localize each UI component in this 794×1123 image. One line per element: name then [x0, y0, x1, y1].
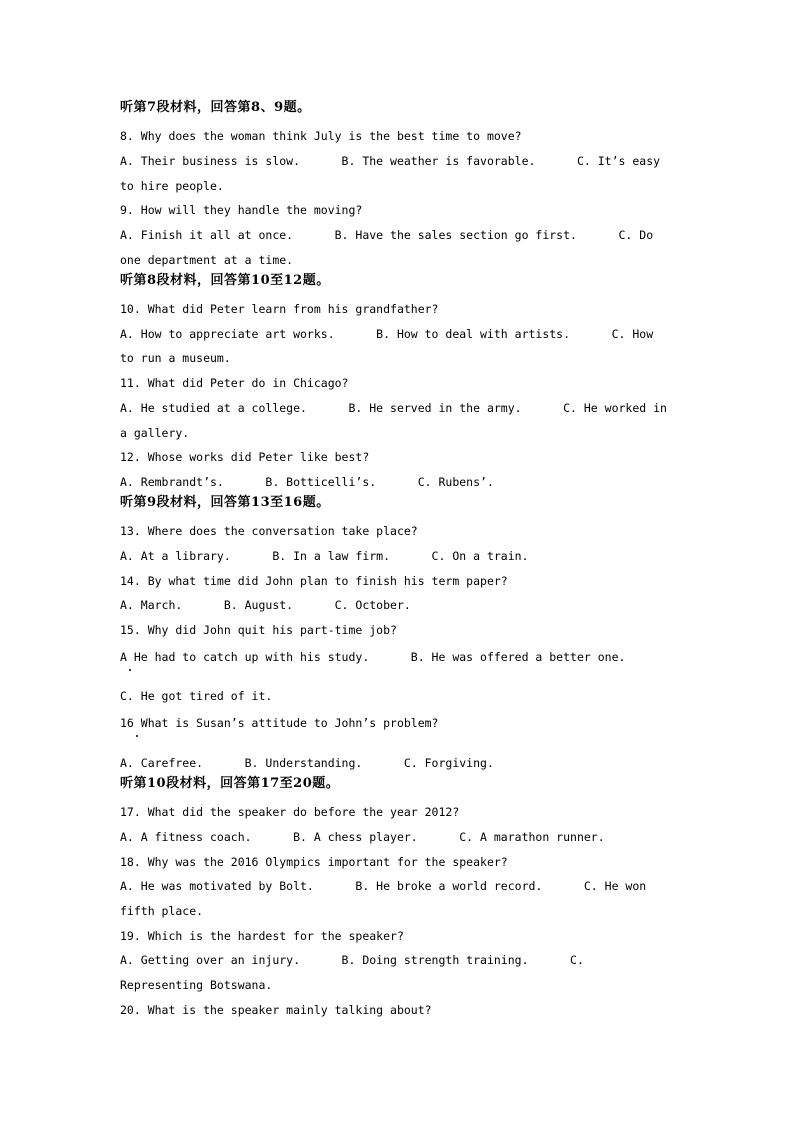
question-15: 15. Why did John quit his part-time job?: [120, 623, 397, 637]
question-18: 18. Why was the 2016 Olympics important for the speaker?: [120, 855, 508, 869]
question-13: 13. Where does the conversation take place?: [120, 524, 418, 538]
section-heading: 听第10段材料，回答第17至20题。: [120, 776, 340, 791]
question-19-options: A. Getting over an injury. B. Doing strength training. C.: [120, 953, 584, 967]
question-16: 16 What is Susan’s attitude to John’s problem?: [120, 716, 439, 730]
question-11-options: A. He studied at a college. B. He served in the army. C. He worked in: [120, 401, 667, 415]
question-8-options-cont: to hire people.: [120, 179, 224, 193]
question-12-options: A. Rembrandt’s. B. Botticelli’s. C. Rubens’.: [120, 475, 494, 489]
question-19: 19. Which is the hardest for the speaker?: [120, 929, 404, 943]
question-11: 11. What did Peter do in Chicago?: [120, 376, 349, 390]
question-20: 20. What is the speaker mainly talking about?: [120, 1003, 432, 1017]
question-17: 17. What did the speaker do before the year 2012?: [120, 805, 460, 819]
question-11-options-cont: a gallery.: [120, 426, 190, 440]
question-16-options: A. Carefree. B. Understanding. C. Forgiving.: [120, 756, 494, 770]
question-13-options: A. At a library. B. In a law firm. C. On a train.: [120, 549, 529, 563]
question-10: 10. What did Peter learn from his grandfather?: [120, 302, 439, 316]
stray-dot: [136, 735, 138, 737]
question-14-options: A. March. B. August. C. October.: [120, 598, 411, 612]
question-8-options: A. Their business is slow. B. The weather is favorable. C. It’s easy: [120, 154, 661, 168]
question-15-options-cont: C. He got tired of it.: [120, 689, 273, 703]
question-17-options: A. A fitness coach. B. A chess player. C. A marathon runner.: [120, 830, 605, 844]
question-18-options-cont: fifth place.: [120, 904, 204, 918]
question-9: 9. How will they handle the moving?: [120, 203, 363, 217]
question-14: 14. By what time did John plan to finish his term paper?: [120, 574, 508, 588]
section-heading: 听第8段材料，回答第10至12题。: [120, 273, 330, 288]
question-9-options: A. Finish it all at once. B. Have the sales section go first. C. Do: [120, 228, 654, 242]
section-heading: 听第7段材料，回答第8、9题。: [120, 100, 311, 115]
question-15-options: A He had to catch up with his study. B. He was offered a better one.: [120, 650, 626, 664]
stray-dot: [129, 669, 131, 671]
question-19-options-cont: Representing Botswana.: [120, 978, 273, 992]
question-10-options-cont: to run a museum.: [120, 351, 231, 365]
question-9-options-cont: one department at a time.: [120, 253, 294, 267]
question-12: 12. Whose works did Peter like best?: [120, 450, 370, 464]
section-heading: 听第9段材料，回答第13至16题。: [120, 495, 330, 510]
question-10-options: A. How to appreciate art works. B. How to deal with artists. C. How: [120, 327, 654, 341]
question-8: 8. Why does the woman think July is the best time to move?: [120, 129, 522, 143]
question-18-options: A. He was motivated by Bolt. B. He broke a world record. C. He won: [120, 879, 647, 893]
